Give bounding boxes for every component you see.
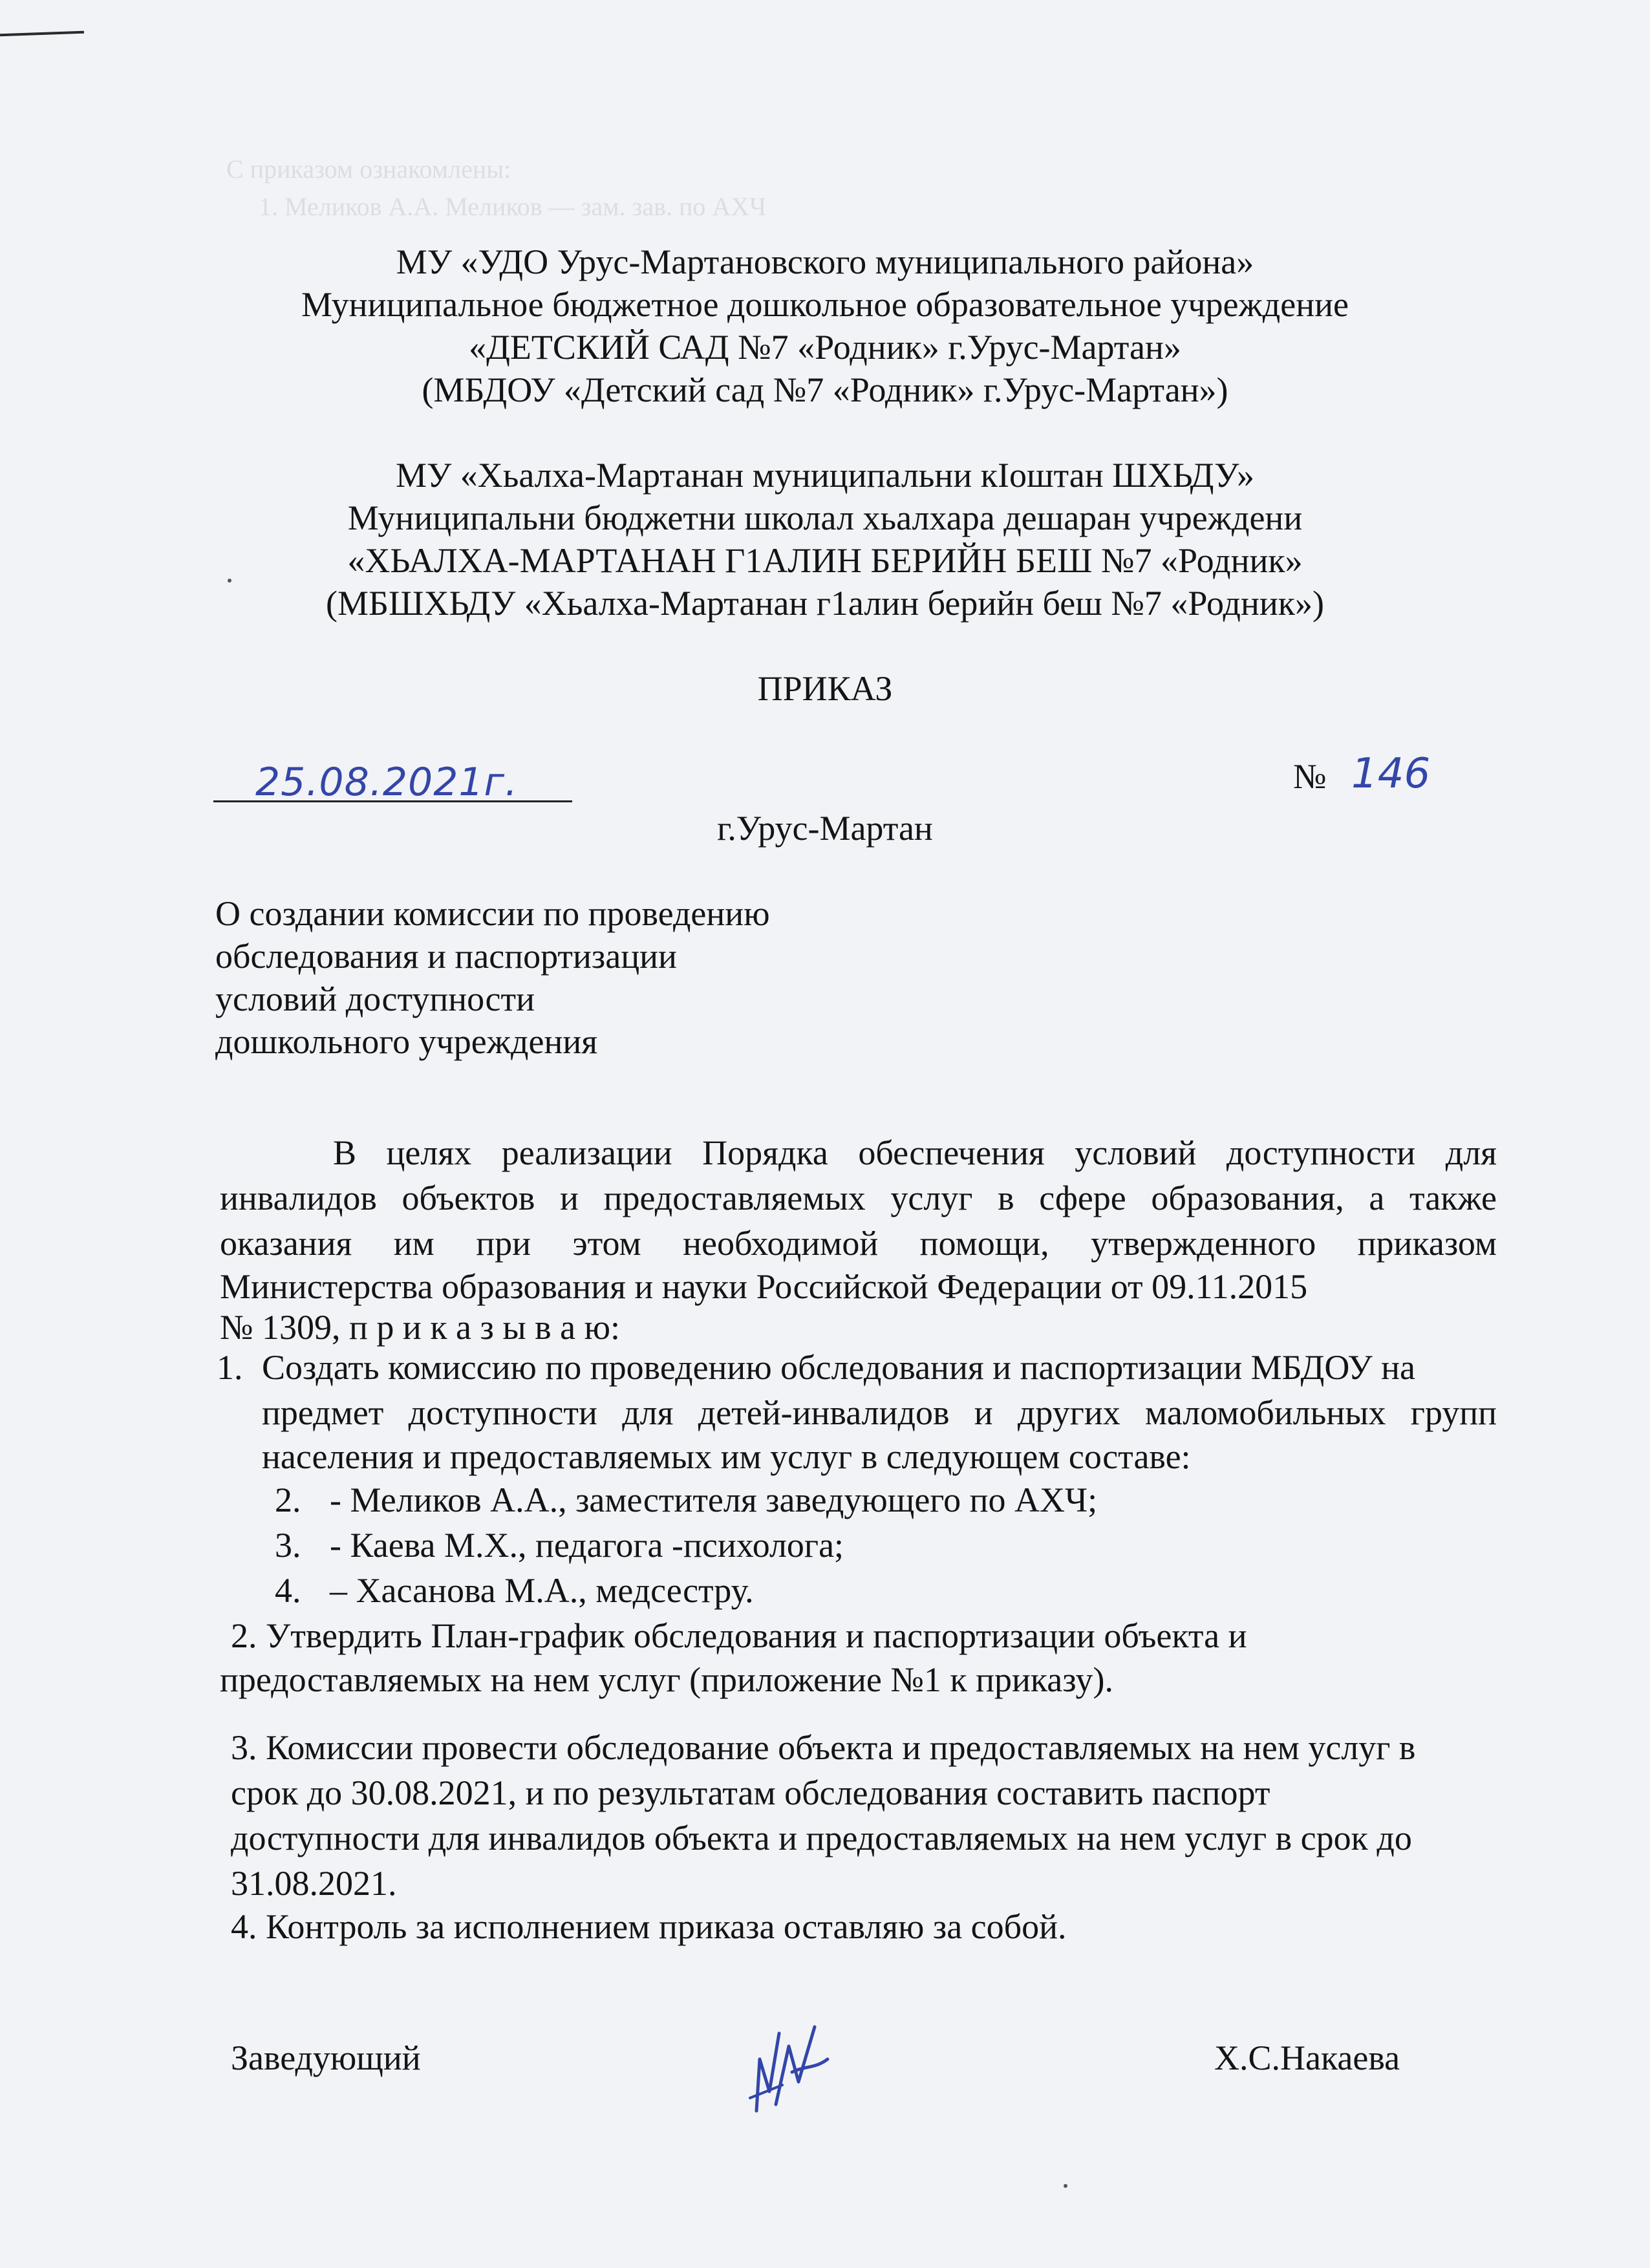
order-number: 146 bbox=[1351, 750, 1431, 798]
signature-name: Х.С.Накаева bbox=[1214, 2038, 1400, 2077]
item2-line-1: 2. Утвердить План-график обследования и паспортизации объекта и bbox=[231, 1616, 1247, 1655]
preamble-line-5: № 1309, п р и к а з ы в а ю: bbox=[220, 1308, 620, 1347]
order-subject bbox=[215, 892, 770, 1063]
header-ru-line-1: МУ «УДО Урус-Мартановского муниципального района» bbox=[396, 242, 1254, 281]
item1-number: 1. bbox=[217, 1348, 243, 1387]
order-number-label: № bbox=[1293, 757, 1327, 796]
subject-line-1: О создании комиссии по проведению bbox=[215, 894, 770, 933]
header-ce-line-3: «ХЬАЛХА-МАРТАНАН Г1АЛИН БЕРИЙН БЕШ №7 «Родник» bbox=[347, 541, 1303, 580]
header-ce-line-2: Муниципальни бюджетни школал хьалхара дешаран учреждени bbox=[347, 498, 1303, 537]
subject-line-2: обследования и паспортизации bbox=[215, 937, 677, 976]
item3-line-4: 31.08.2021. bbox=[231, 1864, 397, 1903]
member-1-text: - Меликов А.А., заместителя заведующего по АХЧ; bbox=[330, 1481, 1098, 1519]
scan-speck bbox=[228, 579, 231, 583]
preamble-line-4: Министерства образования и науки Российской Федерации от 09.11.2015 bbox=[220, 1267, 1308, 1306]
preamble-line-2: инвалидов объектов и предоставляемых услуг в сфере образования, а также bbox=[220, 1179, 1497, 1217]
item2-line-2: предоставляемых на нем услуг (приложение №1 к приказу). bbox=[220, 1660, 1113, 1699]
header-ru-line-3: «ДЕТСКИЙ САД №7 «Родник» г.Урус-Мартан» bbox=[469, 328, 1181, 367]
bleed-through-line-1: С приказом ознакомлены: bbox=[226, 155, 511, 184]
member-2-text: - Каева М.Х., педагога -психолога; bbox=[330, 1526, 844, 1565]
header-ce-line-4: (МБШХЬДУ «Хьалха-Мартанан г1алин берийн беш №7 «Родник») bbox=[326, 584, 1324, 623]
subject-line-3: условий доступности bbox=[215, 979, 535, 1018]
bleed-through-line-2: 1. Меликов А.А. Меликов — зам. зав. по АХЧ bbox=[259, 192, 767, 221]
member-3-number: 4. bbox=[275, 1571, 301, 1610]
item3-line-3: доступности для инвалидов объекта и предоставляемых на нем услуг в срок до bbox=[231, 1819, 1412, 1857]
item4-line: 4. Контроль за исполнением приказа оставляю за собой. bbox=[231, 1907, 1067, 1946]
scan-corner-mark bbox=[0, 31, 84, 37]
scan-speck bbox=[1064, 2184, 1067, 2188]
preamble-line-1: В целях реализации Порядка обеспечения условий доступности для bbox=[333, 1133, 1497, 1172]
date-underline bbox=[213, 800, 572, 802]
item3-line-2: срок до 30.08.2021, и по результатам обследования составить паспорт bbox=[231, 1773, 1270, 1812]
handwritten-signature bbox=[744, 2020, 834, 2117]
member-3-text: – Хасанова М.А., медсестру. bbox=[330, 1571, 754, 1610]
header-ru-line-4: (МБДОУ «Детский сад №7 «Родник» г.Урус-Мартан») bbox=[422, 370, 1228, 409]
city-line: г.Урус-Мартан bbox=[717, 809, 933, 848]
member-1-number: 2. bbox=[275, 1481, 301, 1519]
header-russian bbox=[0, 241, 1650, 411]
header-chechen bbox=[0, 454, 1650, 625]
item1-line-3: населения и предоставляемых им услуг в следующем составе: bbox=[262, 1437, 1191, 1476]
item1-line-2: предмет доступности для детей-инвалидов и других маломобильных групп bbox=[262, 1393, 1497, 1432]
subject-line-4: дошкольного учреждения bbox=[215, 1022, 598, 1061]
item1-line-1: Создать комиссию по проведению обследования и паспортизации МБДОУ на bbox=[262, 1348, 1415, 1387]
signature-position: Заведующий bbox=[231, 2038, 421, 2077]
preamble-line-3: оказания им при этом необходимой помощи, утвержденного приказом bbox=[220, 1224, 1497, 1263]
header-ce-line-1: МУ «Хьалха-Мартанан муниципальни кIоштан ШХЬДУ» bbox=[395, 456, 1254, 495]
item3-line-1: 3. Комиссии провести обследование объекта и предоставляемых на нем услуг в bbox=[231, 1728, 1416, 1767]
order-date: 25.08.2021г. bbox=[255, 760, 519, 805]
member-2-number: 3. bbox=[275, 1526, 301, 1565]
header-ru-line-2: Муниципальное бюджетное дошкольное образовательное учреждение bbox=[301, 285, 1349, 324]
document-title: ПРИКАЗ bbox=[757, 669, 893, 708]
